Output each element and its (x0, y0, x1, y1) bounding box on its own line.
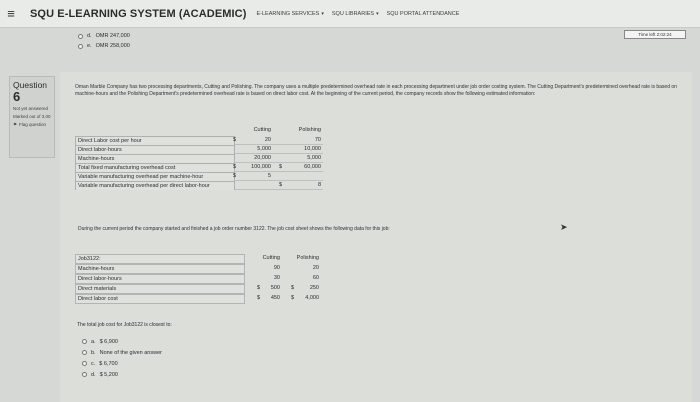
table-row: Direct materials $ 500 $ 250 (75, 284, 321, 294)
chevron-down-icon: ▾ (321, 10, 324, 17)
question-text: Oman Marble Company has two processing departments, Cutting and Polishing. The company uses a multiple predetermined overhead rate in each processing department under job order costing system. The Cutting Department's predetermined overhead rate is based on machine-hours and the Polishing Department's predetermined overhead rate is based on direct labor cost. At the beginning of the current period, the company records show the following estimated information: (75, 84, 677, 97)
answer-option-b[interactable]: b. None of the given answer (82, 347, 162, 358)
radio-button[interactable] (82, 350, 87, 355)
nav-links (256, 11, 459, 17)
table-header: Job3122: Cutting Polishing (75, 254, 321, 264)
previous-question-options (78, 31, 130, 51)
nav-squ-portal-attendance[interactable]: SQU PORTAL ATTENDANCE (386, 10, 460, 17)
answer-option-c[interactable]: c. $ 6,700 (82, 358, 162, 369)
question-info-box (9, 76, 55, 158)
table-row: Variable manufacturing overhead per direct labor-hour $ 8 (75, 181, 323, 190)
flag-icon: ⚑ (13, 122, 18, 127)
table-row: Direct labor-hours 5,000 10,000 (75, 145, 323, 154)
answer-option-d[interactable]: d. $ 5,200 (82, 369, 162, 380)
question-marks: Marked out of 3.00 (13, 114, 51, 119)
table-row: Variable manufacturing overhead per machine-hour $ 5 (75, 172, 323, 181)
prev-option-e[interactable]: e. OMR 258,000 (78, 41, 130, 51)
flag-question[interactable]: ⚑ Flag question (13, 122, 47, 127)
mouse-cursor-icon: ➤ (560, 222, 568, 232)
prev-option-d[interactable]: d. OMR 247,000 (78, 31, 130, 41)
nav-elearning-services[interactable]: E-LEARNING SERVICES ▾ (256, 10, 324, 17)
timer: Time left 2:02:24 (624, 30, 686, 39)
table-row: Direct labor-hours 30 60 (75, 274, 321, 284)
estimates-table (75, 127, 323, 190)
radio-button[interactable] (78, 34, 83, 39)
answer-options (82, 336, 162, 380)
table-row: Direct labor cost $ 450 $ 4,000 (75, 294, 321, 304)
question-number: 6 (13, 89, 21, 104)
job-intro-text: During the current period the company started and finished a job order number 3122. The job cost sheet shows the following data for this job: (78, 226, 390, 232)
radio-button[interactable] (82, 372, 87, 377)
question-prompt: The total job cost for Job3122 is closest to: (77, 322, 172, 328)
radio-button[interactable] (82, 361, 87, 366)
table-row: Machine-hours 90 20 (75, 264, 321, 274)
question-status: Not yet answered (13, 106, 49, 111)
radio-button[interactable] (78, 44, 83, 49)
table-row: Total fixed manufacturing overhead cost $ 100,000 $ 60,000 (75, 163, 323, 172)
table-row: Machine-hours 20,000 5,000 (75, 154, 323, 163)
chevron-down-icon: ▾ (376, 10, 379, 17)
job-cost-table (75, 254, 321, 304)
top-navbar (0, 0, 700, 28)
hamburger-icon[interactable]: ≡ (7, 6, 15, 21)
table-row: Direct Labor cost per hour $ 20 70 (75, 136, 323, 145)
question-label: Question (13, 80, 48, 90)
nav-squ-libraries[interactable]: SQU LIBRARIES ▾ (331, 10, 379, 17)
site-title[interactable]: SQU E-LEARNING SYSTEM (ACADEMIC) (30, 7, 247, 20)
radio-button[interactable] (82, 339, 87, 344)
table-header: Cutting Polishing (253, 127, 321, 133)
answer-option-a[interactable]: a. $ 6,900 (82, 336, 162, 347)
